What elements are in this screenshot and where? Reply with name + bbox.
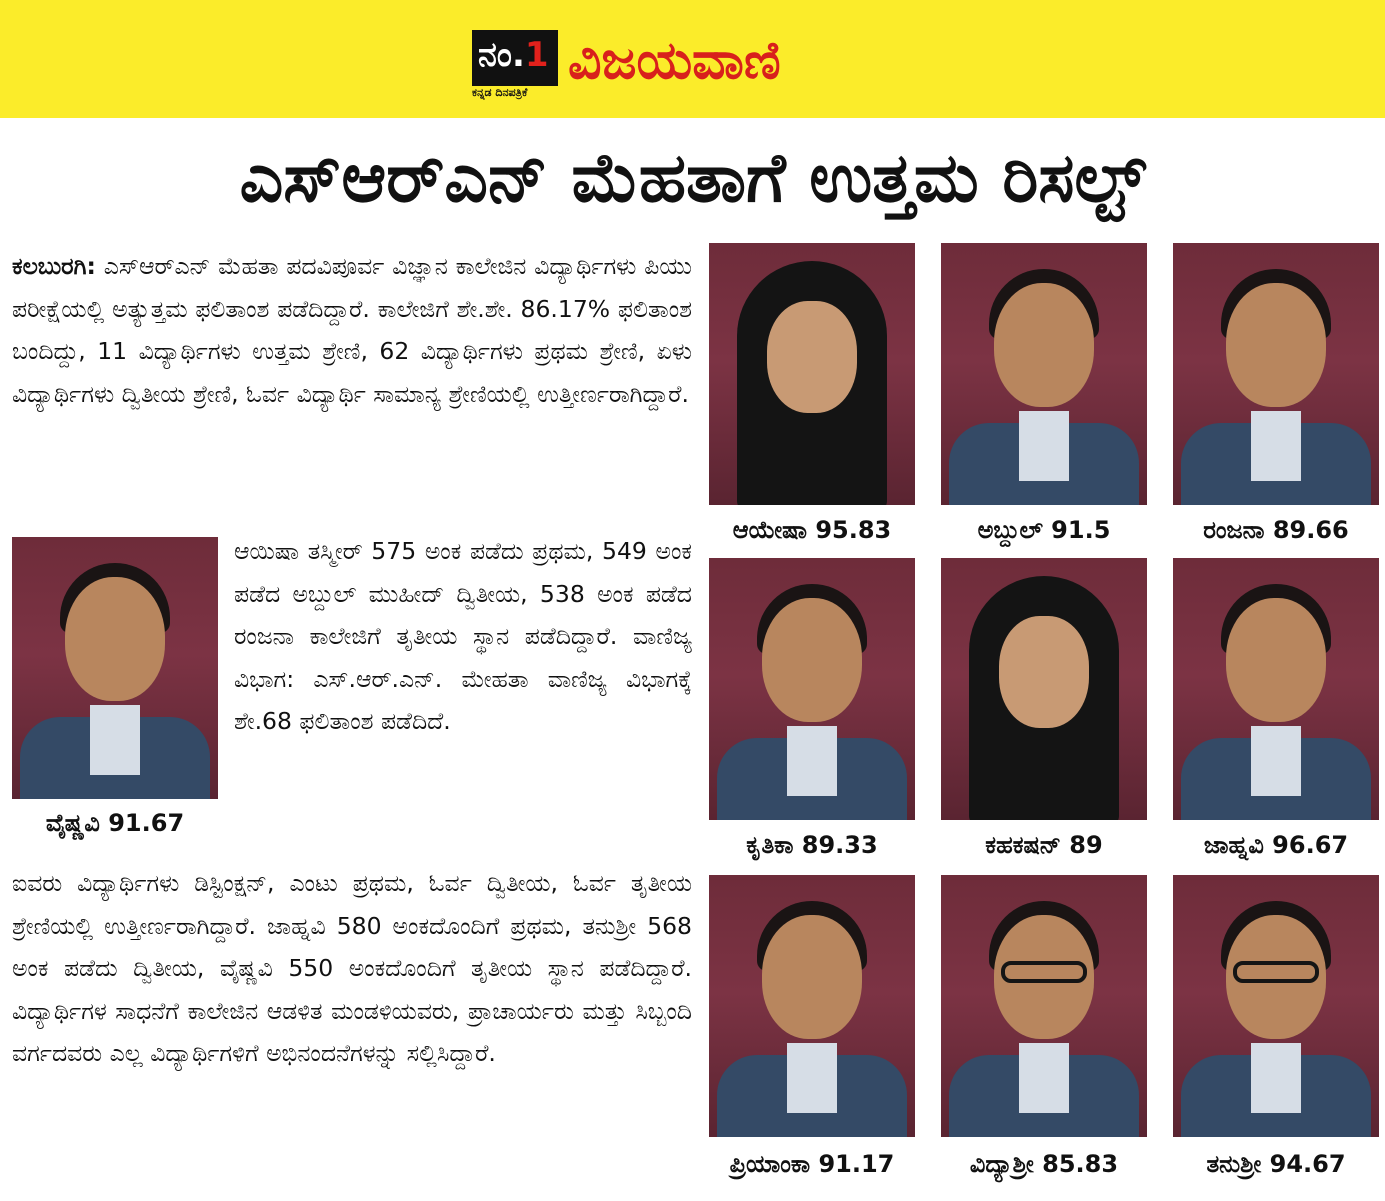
logo-tagline: ಕನ್ನಡ ದಿನಪತ್ರಿಕೆ — [472, 86, 528, 99]
student-photo — [941, 243, 1147, 505]
photo-caption: ಕಹಕಷನ್ 89 — [985, 831, 1103, 859]
collar — [787, 1043, 837, 1113]
collar — [1019, 1043, 1069, 1113]
photo-caption: ರಂಜನಾ 89.66 — [1203, 516, 1349, 544]
photo-caption: ವೈಷ್ಣವಿ 91.67 — [45, 809, 185, 837]
student-photo — [709, 243, 915, 505]
student-photo — [1173, 243, 1379, 505]
headline: ಎಸ್‌ಆರ್‌ಎನ್ ಮೆಹತಾಗೆ ಉತ್ತಮ ರಿಸಲ್ಟ್ — [239, 139, 1146, 218]
face — [1226, 283, 1326, 407]
photo-caption: ಅಬ್ದುಲ್ 91.5 — [977, 516, 1111, 544]
photo-caption: ತನುಶ್ರೀ 94.67 — [1206, 1150, 1346, 1178]
photo-caption: ವಿದ್ಯಾಶ್ರೀ 85.83 — [969, 1150, 1119, 1178]
photo-caption: ಜಾಹ್ನವಿ 96.67 — [1203, 831, 1349, 859]
student-photo — [941, 875, 1147, 1137]
photo-caption: ಆಯೇಷಾ 95.83 — [732, 516, 892, 544]
face — [767, 301, 857, 413]
article-text-middle: ಆಯಿಷಾ ತಸ್ಮೀರ್ 575 ಅಂಕ ಪಡೆದು ಪ್ರಥಮ, 549 ಅಂಕ ಪಡೆದ ಅಬ್ದುಲ್ ಮುಹೀದ್ ದ್ವಿತೀಯ, 538 ಅಂಕ ಪಡೆದ ರಂಜನಾ ಕಾಲೇಜಿಗೆ ತೃತೀಯ ಸ್ಥಾನ ಪಡೆದಿದ್ದಾರೆ. ವಾಣಿಜ್ಯ ವಿಭಾಗ: ಎಸ್.ಆರ್.ಎನ್. ಮೇಹತಾ ವಾಣಿಜ್ಯ ವಿಭಾಗಕ್ಕೆ ಶೇ.68 ಫಲಿತಾಂಶ ಪಡೆದಿದೆ. — [234, 537, 692, 735]
article-text-bottom: ಐವರು ವಿದ್ಯಾರ್ಥಿಗಳು ಡಿಸ್ಟಿಂಕ್ಷನ್, ಎಂಟು ಪ್ರಥಮ, ಓರ್ವ ದ್ವಿತೀಯ, ಓರ್ವ ತೃತೀಯ ಶ್ರೇಣಿಯಲ್ಲಿ ಉತ್ತೀರ್ಣರಾಗಿದ್ದಾರೆ. ಜಾಹ್ನವಿ 580 ಅಂಕದೊಂದಿಗೆ ಪ್ರಥಮ, ತನುಶ್ರೀ 568 ಅಂಕ ಪಡೆದು ದ್ವಿತೀಯ, ವೈಷ್ಣವಿ 550 ಅಂಕದೊಂದಿಗೆ ತೃತೀಯ ಸ್ಥಾನ ಪಡೆದಿದ್ದಾರೆ. ವಿದ್ಯಾರ್ಥಿಗಳ ಸಾಧನೆಗೆ ಕಾಲೇಜಿನ ಆಡಳಿತ ಮಂಡಳಿಯವರು, ಪ್ರಾಚಾರ್ಯರು ಮತ್ತು ಸಿಬ್ಬಂದಿ ವರ್ಗದವರು ಎಲ್ಲ ವಿದ್ಯಾರ್ಥಿಗಳಿಗೆ ಅಭಿನಂದನೆಗಳನ್ನು ಸಲ್ಲಿಸಿದ್ದಾರೆ. — [12, 869, 692, 1067]
face — [762, 598, 862, 722]
dateline: ಕಲಬುರಗಿ: — [12, 252, 96, 280]
student-photo — [12, 537, 218, 799]
student-photo — [941, 558, 1147, 820]
face — [65, 577, 165, 701]
student-photo — [709, 875, 915, 1137]
face — [762, 915, 862, 1039]
glasses — [1001, 961, 1087, 983]
article-paragraph-top — [12, 245, 692, 535]
student-photo — [1173, 875, 1379, 1137]
face — [999, 616, 1089, 728]
collar — [1019, 411, 1069, 481]
logo-number: 1 — [524, 35, 549, 75]
masthead — [0, 0, 1385, 118]
collar — [787, 726, 837, 796]
photo-caption: ಕೃತಿಕಾ 89.33 — [746, 831, 878, 859]
paper-name: ವಿಜಯವಾಣಿ — [568, 31, 781, 91]
face — [994, 283, 1094, 407]
article-paragraph-bottom — [12, 862, 692, 1192]
collar — [1251, 1043, 1301, 1113]
student-photo — [1173, 558, 1379, 820]
student-photo — [709, 558, 915, 820]
photo-caption: ಪ್ರಿಯಾಂಕಾ 91.17 — [729, 1150, 895, 1178]
logo-mark: ನಂ. — [478, 35, 525, 75]
face — [1226, 598, 1326, 722]
collar — [90, 705, 140, 775]
glasses — [1233, 961, 1319, 983]
collar — [1251, 411, 1301, 481]
article-text-top: ಎಸ್‌ಆರ್‌ಎನ್ ಮೆಹತಾ ಪದವಿಪೂರ್ವ ವಿಜ್ಞಾನ ಕಾಲೇಜಿನ ವಿದ್ಯಾರ್ಥಿಗಳು ಪಿಯು ಪರೀಕ್ಷೆಯಲ್ಲಿ ಅತ್ಯುತ್ತಮ ಫಲಿತಾಂಶ ಪಡೆದಿದ್ದಾರೆ. ಕಾಲೇಜಿಗೆ ಶೇ.ಶೇ. 86.17% ಫಲಿತಾಂಶ ಬಂದಿದ್ದು, 11 ವಿದ್ಯಾರ್ಥಿಗಳು ಉತ್ತಮ ಶ್ರೇಣಿ, 62 ವಿದ್ಯಾರ್ಥಿಗಳು ಪ್ರಥಮ ಶ್ರೇಣಿ, ಏಳು ವಿದ್ಯಾರ್ಥಿಗಳು ದ್ವಿತೀಯ ಶ್ರೇಣಿ, ಓರ್ವ ವಿದ್ಯಾರ್ಥಿ ಸಾಮಾನ್ಯ ಶ್ರೇಣಿಯಲ್ಲಿ ಉತ್ತೀರ್ಣರಾಗಿದ್ದಾರೆ. — [12, 252, 692, 408]
collar — [1251, 726, 1301, 796]
article-paragraph-middle — [234, 530, 692, 855]
number-one-logo — [472, 30, 558, 86]
